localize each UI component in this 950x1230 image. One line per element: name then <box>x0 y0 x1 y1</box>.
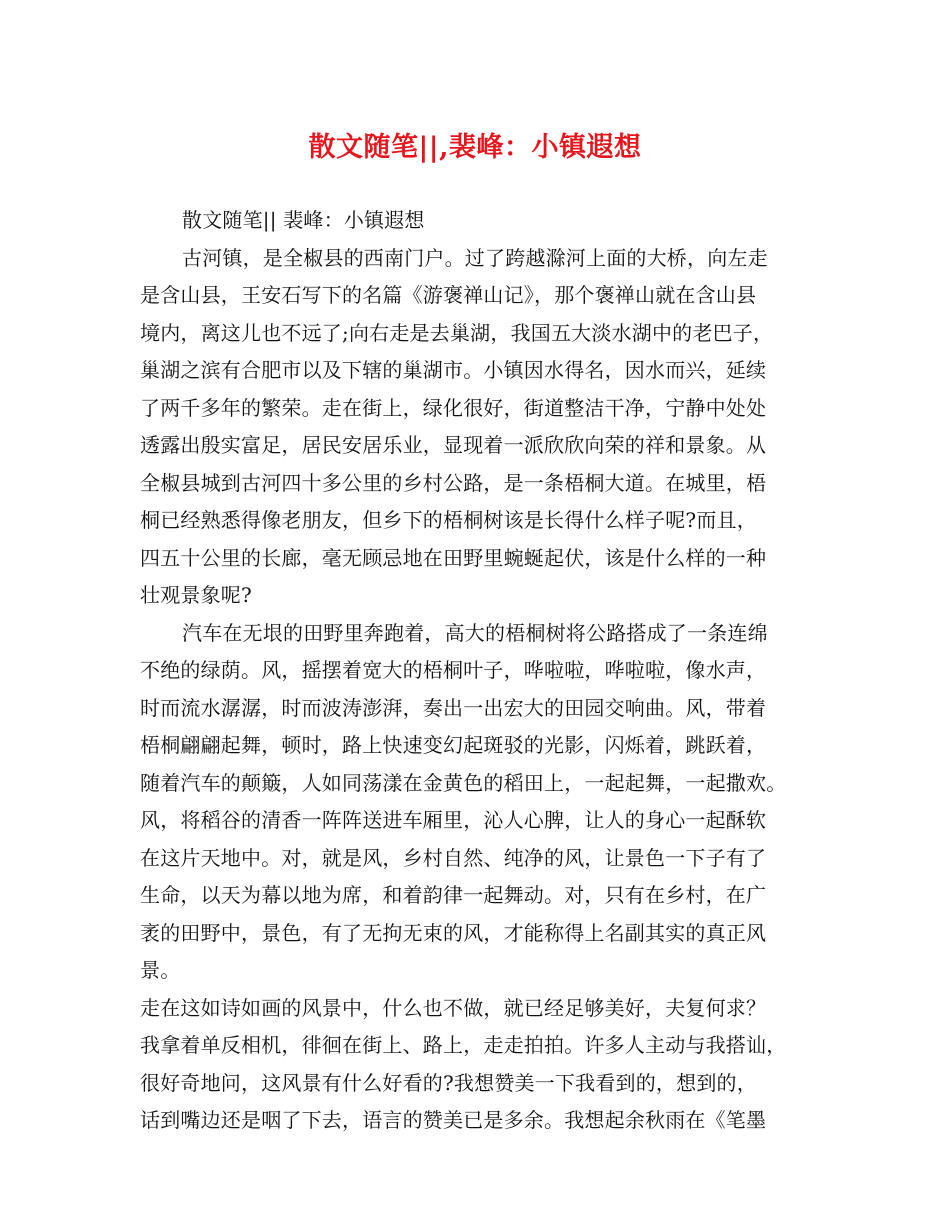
text-line: 壮观景象呢? <box>140 583 252 607</box>
text-line: 风，将稻谷的清香一阵阵送进车厢里，沁人心脾，让人的身心一起酥软 <box>140 808 767 832</box>
text-line: 不绝的绿荫。风，摇摆着宽大的梧桐叶子，哗啦啦，哗啦啦，像水声， <box>140 658 767 682</box>
text-line: 古河镇，是全椒县的西南门户。过了跨越滁河上面的大桥，向左走 <box>182 245 768 270</box>
document-body <box>140 202 830 1140</box>
text-line: 在这片天地中。对，就是风，乡村自然、纯净的风，让景色一下子有了 <box>140 845 767 870</box>
text-line: 生命，以天为幕以地为席，和着韵律一起舞动。对，只有在乡村，在广 <box>140 883 767 907</box>
text-line: 时而流水潺潺，时而波涛澎湃，奏出一出宏大的田园交响曲。风，带着 <box>140 695 767 720</box>
text-line: 景。 <box>140 958 181 982</box>
text-line: 很好奇地问，这风景有什么好看的?我想赞美一下我看到的，想到的， <box>140 1070 757 1095</box>
text-line: 散文随笔|| 裴峰：小镇遐想 <box>182 208 425 232</box>
text-line: 我拿着单反相机，徘徊在街上、路上，走走拍拍。许多人主动与我搭讪， <box>140 1033 787 1057</box>
text-line: 随着汽车的颠簸，人如同荡漾在金黄色的稻田上，一起起舞，一起撒欢。 <box>140 770 787 795</box>
text-line: 境内，离这儿也不远了;向右走是去巢湖，我国五大淡水湖中的老巴子， <box>140 320 774 345</box>
text-line: 巢湖之滨有合肥市以及下辖的巢湖市。小镇因水得名，因水而兴，延续 <box>140 358 767 382</box>
text-line: 走在这如诗如画的风景中，什么也不做，就已经足够美好，夫复何求？ <box>140 995 767 1020</box>
text-line: 桐已经熟悉得像老朋友，但乡下的梧桐树该是长得什么样子呢?而且， <box>140 508 757 532</box>
text-line: 全椒县城到古河四十多公里的乡村公路，是一条梧桐大道。在城里，梧 <box>140 470 767 495</box>
document-title: 散文随笔||,裴峰：小镇遐想 <box>308 132 642 163</box>
text-line: 四五十公里的长廊，毫无顾忌地在田野里蜿蜒起伏，该是什么样的一种 <box>140 545 767 570</box>
text-line: 透露出殷实富足，居民安居乐业，显现着一派欣欣向荣的祥和景象。从 <box>140 433 767 457</box>
text-line: 袤的田野中，景色，有了无拘无束的风，才能称得上名副其实的真正风 <box>140 920 767 945</box>
text-line: 梧桐翩翩起舞，顿时，路上快速变幻起斑驳的光影，闪烁着，跳跃着， <box>140 733 767 757</box>
text-line: 了两千多年的繁荣。走在街上，绿化很好，街道整洁干净，宁静中处处 <box>140 395 767 420</box>
text-line: 汽车在无垠的田野里奔跑着，高大的梧桐树将公路搭成了一条连绵 <box>182 620 768 645</box>
text-line: 话到嘴边还是咽了下去，语言的赞美已是多余。我想起余秋雨在《笔墨 <box>140 1108 767 1132</box>
text-line: 是含山县，王安石写下的名篇《游褒禅山记》，那个褒禅山就在含山县 <box>140 283 757 307</box>
